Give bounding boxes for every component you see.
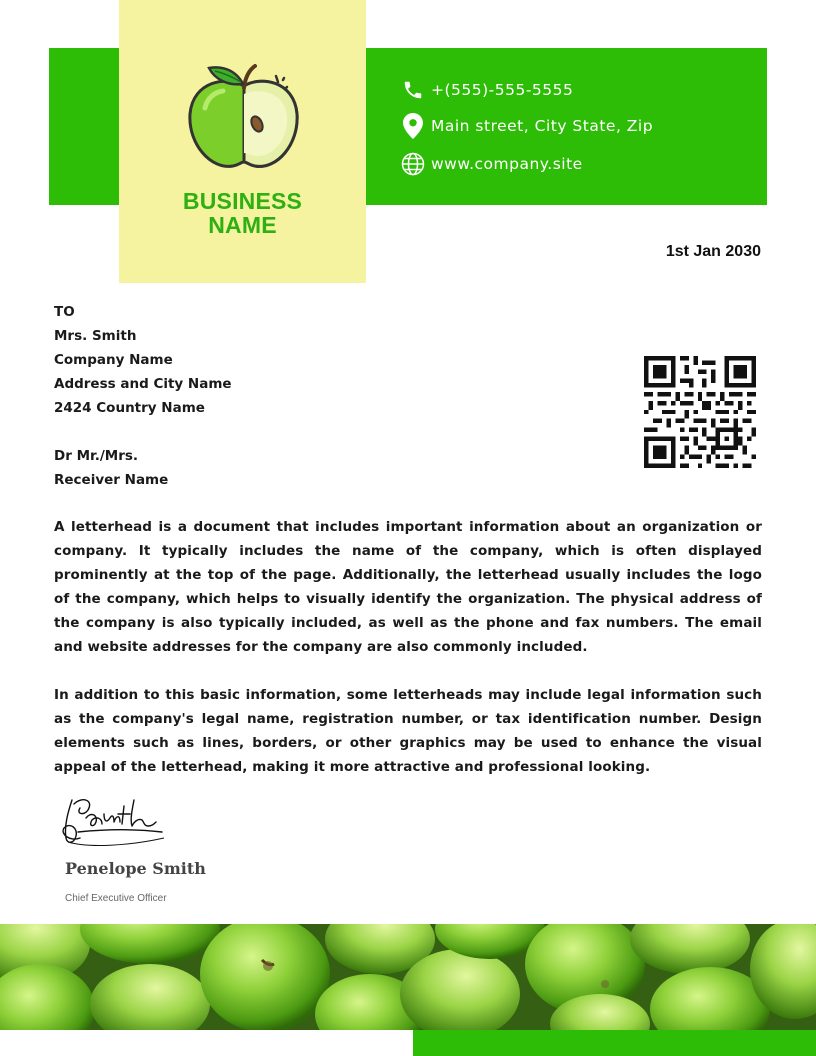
globe-icon <box>400 152 426 176</box>
business-name-line1: BUSINESS <box>182 188 303 214</box>
apple-logo-icon <box>183 58 305 176</box>
location-pin-icon <box>400 114 426 138</box>
recipient-name: Mrs. Smith <box>54 328 137 344</box>
salutation-receiver: Receiver Name <box>54 472 169 488</box>
logo-panel <box>119 0 366 283</box>
recipient-block <box>54 300 232 492</box>
letter-date: 1st Jan 2030 <box>665 243 761 260</box>
qr-code-icon <box>644 356 756 468</box>
phone-icon <box>400 78 426 102</box>
bottom-white-strip <box>0 1030 413 1056</box>
business-name <box>119 189 366 237</box>
recipient-address: Address and City Name <box>54 376 232 392</box>
apples-photo <box>0 924 816 1030</box>
contact-website[interactable]: www.company.site <box>431 155 583 173</box>
contact-address: Main street, City State, Zip <box>431 117 654 135</box>
to-label: TO <box>54 304 75 320</box>
business-name-line2: NAME <box>208 212 277 238</box>
signer-name: Penelope Smith <box>65 859 206 878</box>
body-paragraph-2: In addition to this basic information, some letterheads may include legal information such as the company's legal name, registration number, or tax identification number. Design elements such as lines, borders, or other graphics may be used to enhance the visual appeal of the letterhead, making it more attractive and professional looking. <box>54 687 762 775</box>
signature-image <box>58 792 170 852</box>
recipient-country: 2424 Country Name <box>54 400 205 416</box>
signer-title: Chief Executive Officer <box>65 893 167 904</box>
recipient-company: Company Name <box>54 352 173 368</box>
contact-phone-row <box>400 78 573 102</box>
contact-phone: +(555)-555-5555 <box>431 81 574 99</box>
contact-address-row <box>400 114 653 138</box>
contact-website-row <box>400 152 583 176</box>
body-paragraph-1: A letterhead is a document that includes important information about an organization or company. It typically includes the name of the company, which is often displayed prominently at the top of the page. Additionally, the letterhead usually includes the logo of the company, which helps to visually identify the organization. The physical address of the company is also typically included, as well as the phone and fax numbers. The email and website addresses for the company are also commonly included. <box>54 519 762 655</box>
footer-bar <box>413 1030 816 1056</box>
salutation-title: Dr Mr./Mrs. <box>54 448 139 464</box>
